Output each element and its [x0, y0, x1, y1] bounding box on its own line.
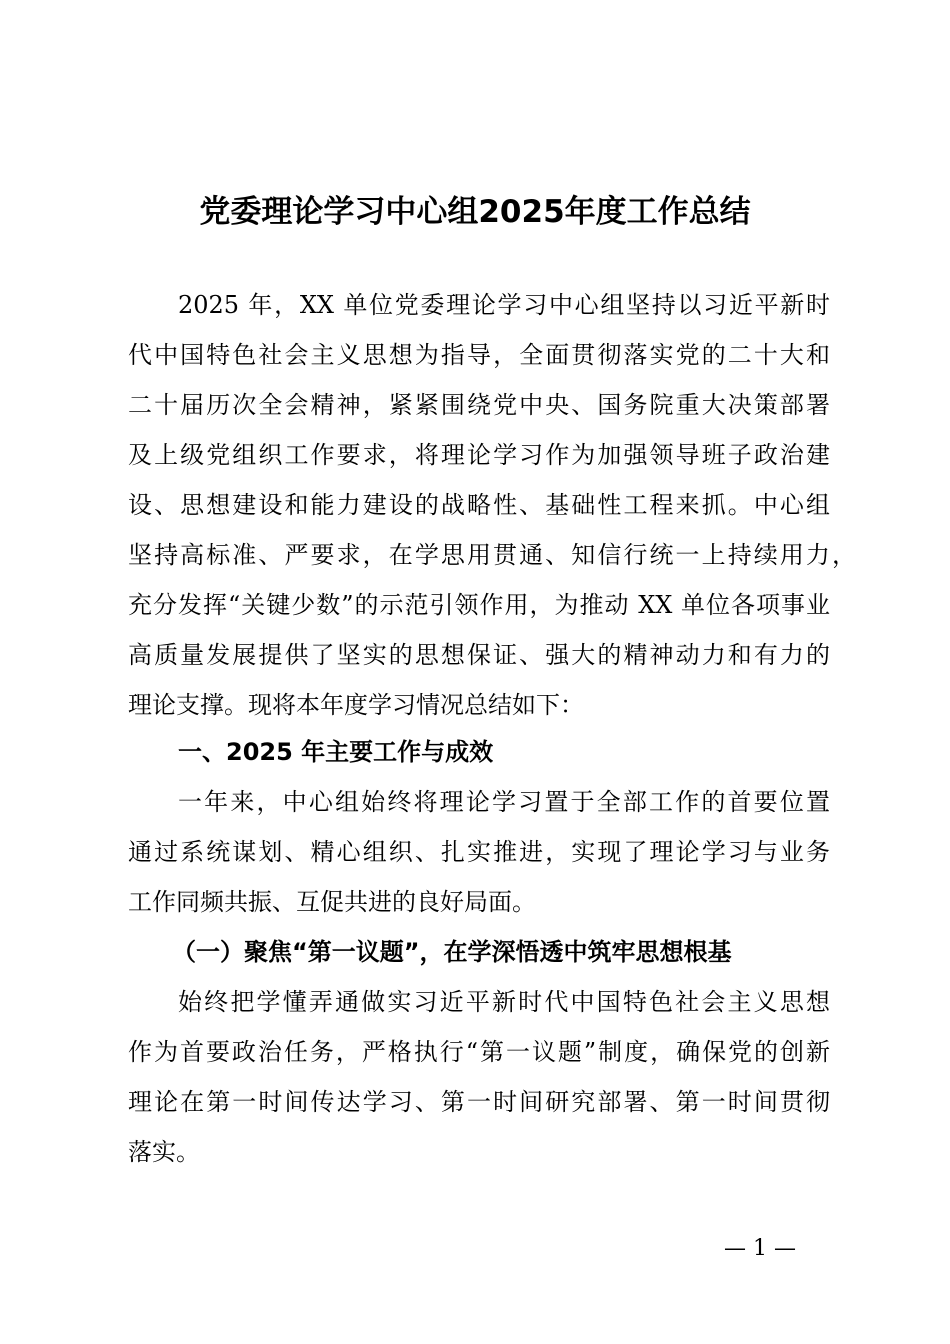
subsection-heading: （一）聚焦“第一议题”，在学深悟透中筑牢思想根基: [172, 938, 732, 966]
text-line: 及上级党组织工作要求，将理论学习作为加强领导班子政治建: [128, 441, 830, 469]
text-line: 始终把学懂弄通做实习近平新时代中国特色社会主义思想: [178, 988, 830, 1016]
text-line: 二十届历次全会精神，紧紧围绕党中央、国务院重大决策部署: [128, 391, 830, 419]
text-line: 高质量发展提供了坚实的思想保证、强大的精神动力和有力的: [128, 641, 830, 669]
page-number: — 1 —: [724, 1236, 796, 1261]
text-line: 设、思想建设和能力建设的战略性、基础性工程来抓。中心组: [128, 491, 830, 519]
text-line: 一年来，中心组始终将理论学习置于全部工作的首要位置: [178, 788, 830, 816]
text-line: 作为首要政治任务，严格执行“第一议题”制度，确保党的创新: [128, 1038, 830, 1066]
text-line: 充分发挥“关键少数”的示范引领作用，为推动 XX 单位各项事业: [128, 591, 830, 619]
text-line: 代中国特色社会主义思想为指导，全面贯彻落实党的二十大和: [128, 341, 830, 369]
section-heading: 一、2025 年主要工作与成效: [178, 738, 494, 766]
text-line: 通过系统谋划、精心组织、扎实推进，实现了理论学习与业务: [128, 838, 830, 866]
document-title: 党委理论学习中心组2025年度工作总结: [199, 194, 751, 230]
text-line: 理论在第一时间传达学习、第一时间研究部署、第一时间贯彻: [128, 1088, 830, 1116]
text-line: 坚持高标准、严要求，在学思用贯通、知信行统一上持续用力，: [128, 541, 856, 569]
text-line: 落实。: [128, 1138, 200, 1166]
text-line: 工作同频共振、互促共进的良好局面。: [128, 888, 536, 916]
text-line: 2025 年，XX 单位党委理论学习中心组坚持以习近平新时: [178, 291, 830, 319]
text-line: 理论支撑。现将本年度学习情况总结如下：: [128, 691, 584, 719]
